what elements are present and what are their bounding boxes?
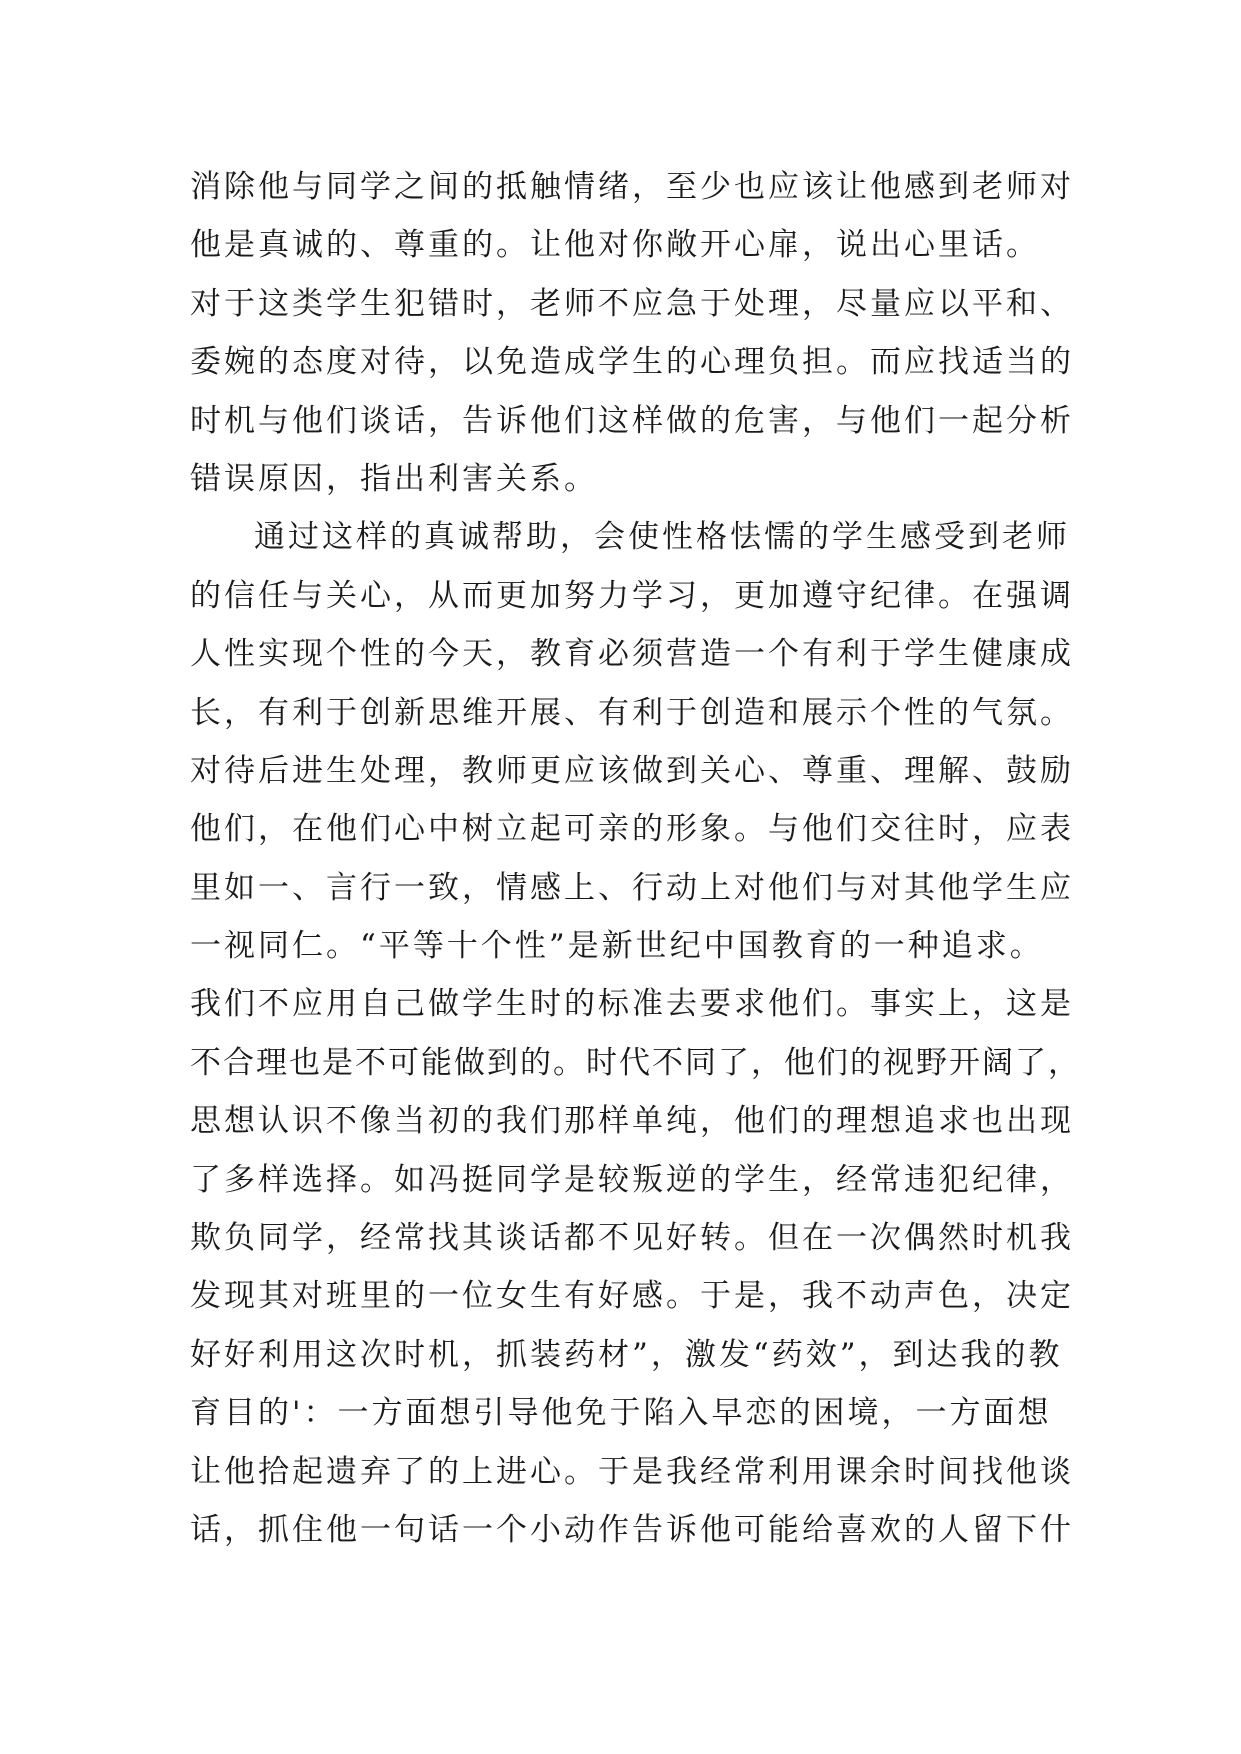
text-line: 发现其对班里的一位女生有好感。于是，我不动声色，决定 [190, 1278, 1074, 1315]
text-line: 对于这类学生犯错时，老师不应急于处理，尽量应以平和、 [190, 285, 1074, 322]
text-line: 了多样选择。如冯挺同学是较叛逆的学生，经常违犯纪律， [190, 1161, 1074, 1198]
text-line: 的信任与关心，从而更加努力学习，更加遵守纪律。在强调 [190, 577, 1074, 614]
text-line: 错误原因，指出利害关系。 [190, 460, 598, 497]
text-line: 时机与他们谈话，告诉他们这样做的危害，与他们一起分析 [190, 402, 1074, 439]
text-line: 消除他与同学之间的抵触情绪，至少也应该让他感到老师对 [190, 169, 1074, 205]
text-line: 一视同仁。“平等十个性”是新世纪中国教育的一种追求。 [190, 928, 1044, 965]
text-line: 他是真诚的、尊重的。让他对你敞开心扉，说出心里话。 [190, 227, 1040, 264]
text-line: 好好利用这次时机，抓装药材”，激发“药效”，到达我的教 [190, 1336, 1063, 1373]
body-text [190, 158, 1090, 1559]
text-line: 欺负同学，经常找其谈话都不见好转。但在一次偶然时机我 [190, 1220, 1074, 1257]
text-line: 话，抓住他一句话一个小动作告诉他可能给喜欢的人留下什 [190, 1511, 1074, 1548]
paragraph-start-line: 通过这样的真诚帮助，会使性格怯懦的学生感受到老师 [254, 519, 1070, 556]
text-line: 我们不应用自己做学生时的标准去要求他们。事实上，这是 [190, 986, 1074, 1023]
text-line: 长，有利于创新思维开展、有利于创造和展示个性的气氛。 [190, 694, 1074, 731]
text-line: 人性实现个性的今天，教育必须营造一个有利于学生健康成 [190, 636, 1074, 673]
text-line: 思想认识不像当初的我们那样单纯，他们的理想追求也出现 [190, 1103, 1074, 1140]
text-line: 育目的'：一方面想引导他免于陷入早恋的困境，一方面想 [190, 1395, 1052, 1432]
text-line: 让他拾起遗弃了的上进心。于是我经常利用课余时间找他谈 [190, 1453, 1074, 1490]
text-line: 他们，在他们心中树立起可亲的形象。与他们交往时，应表 [190, 811, 1074, 848]
text-line: 对待后进生处理，教师更应该做到关心、尊重、理解、鼓励 [190, 752, 1074, 789]
text-line: 里如一、言行一致，情感上、行动上对他们与对其他学生应 [190, 869, 1074, 906]
text-line: 委婉的态度对待，以免造成学生的心理负担。而应找适当的 [190, 344, 1074, 381]
text-line: 不合理也是不可能做到的。时代不同了，他们的视野开阔了， [190, 1044, 1081, 1081]
